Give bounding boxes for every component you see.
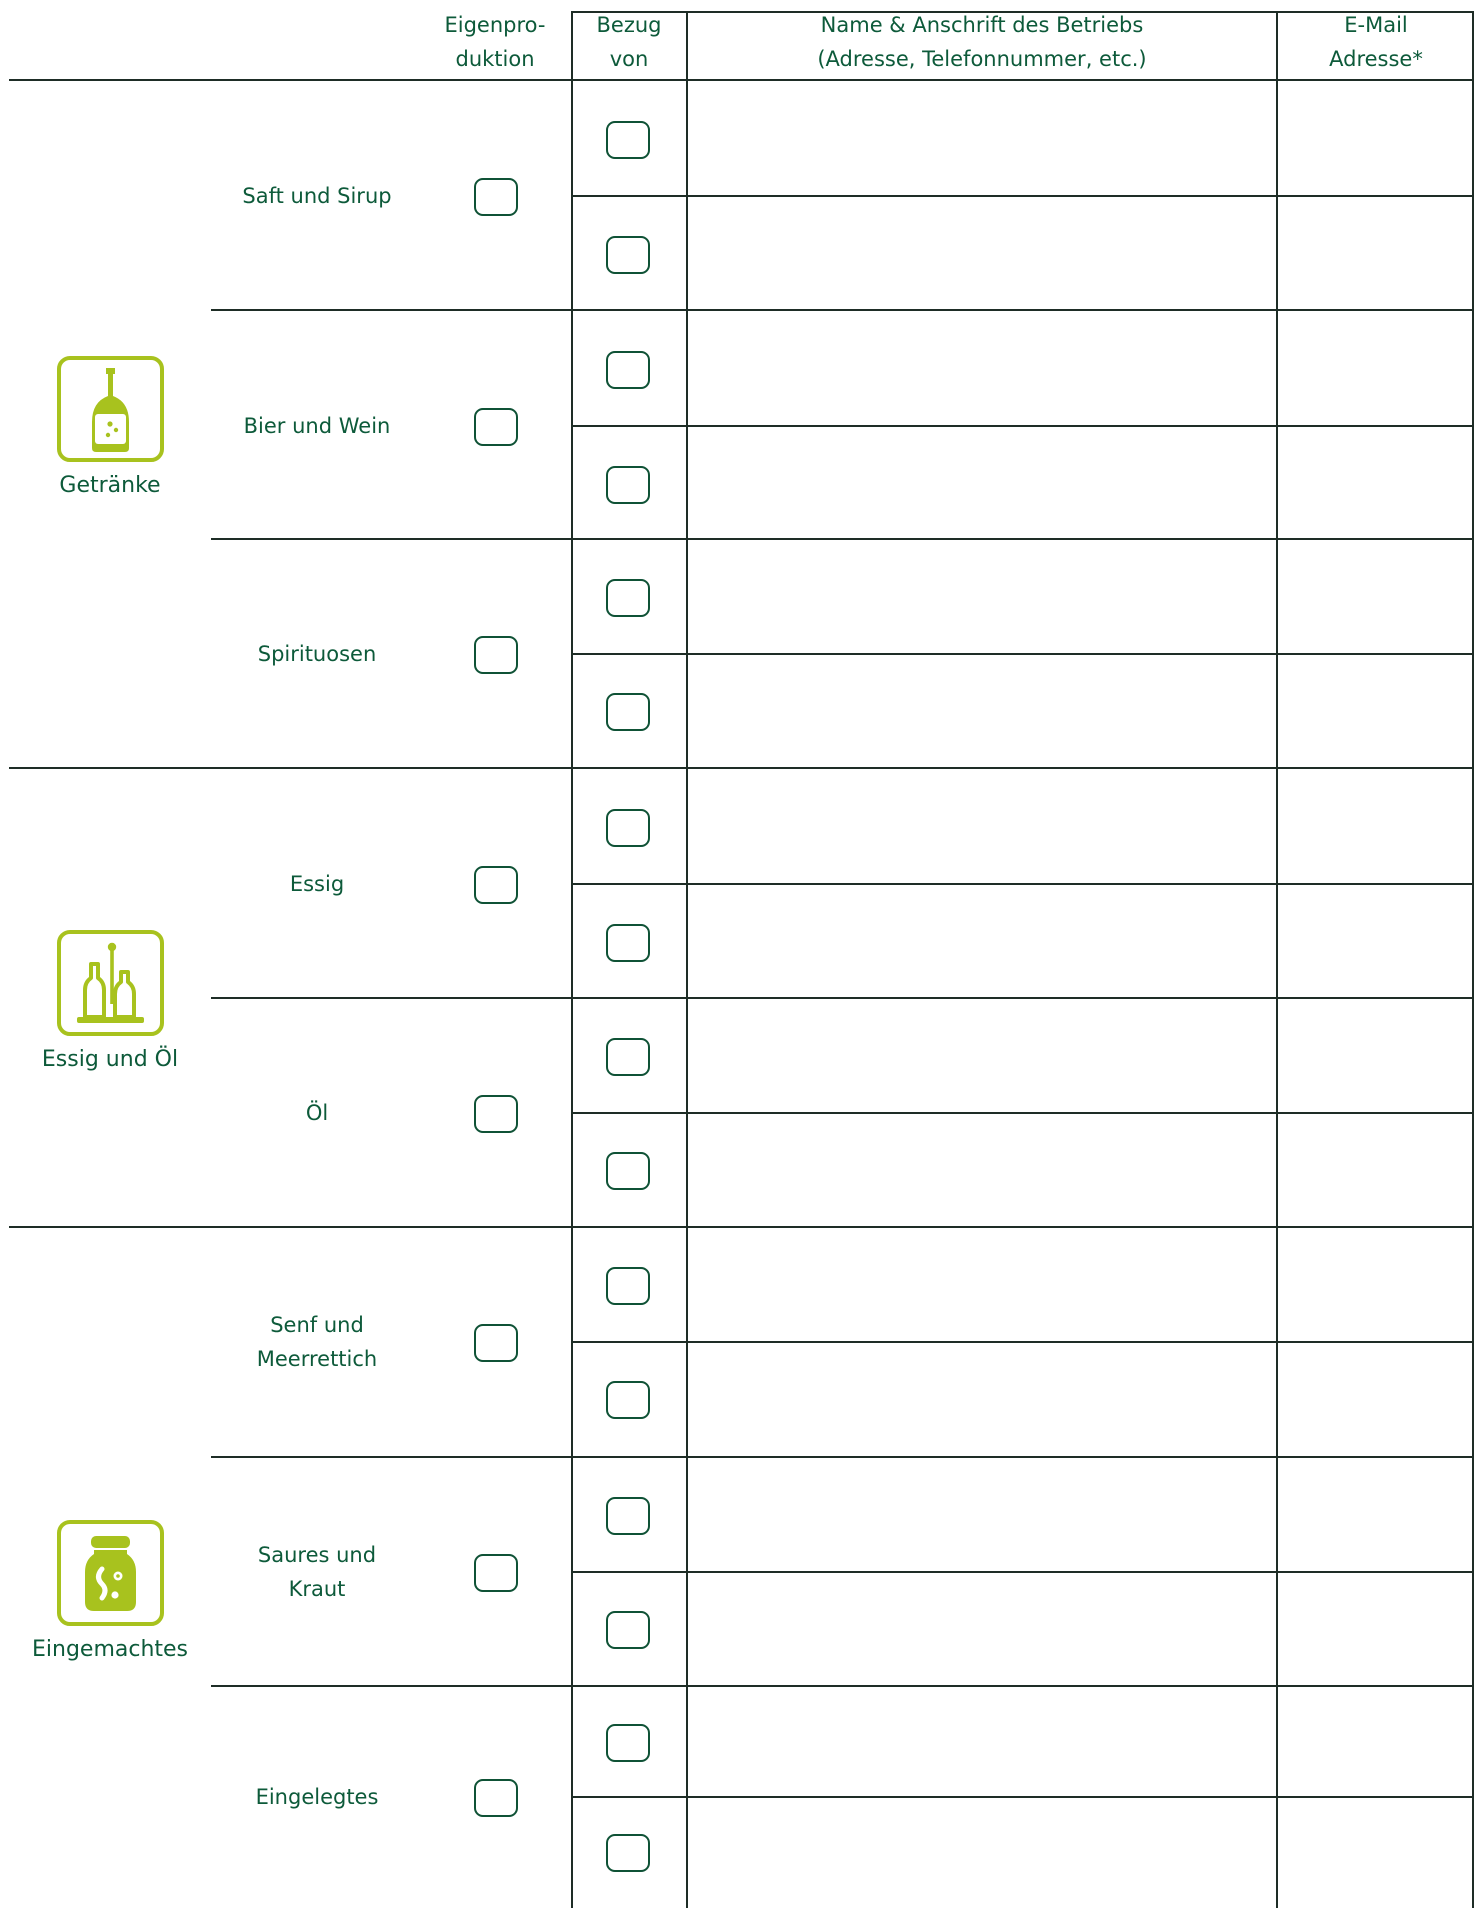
product-row-4-bezug-checkbox-2[interactable] [606, 924, 650, 962]
product-row-3-subrow-separator [571, 653, 1474, 655]
product-row-5-eigenproduktion-checkbox[interactable] [474, 1095, 518, 1133]
product-row-6-email-field-1[interactable] [1279, 1230, 1471, 1340]
product-row-2-email-field-1[interactable] [1279, 313, 1471, 424]
product-row-2-label: Bier und Wein [243, 414, 391, 438]
product-row-5-subrow-separator [571, 1112, 1474, 1114]
product-row-6-name-address-field-1[interactable] [689, 1230, 1275, 1340]
product-row-3-name-address-field-1[interactable] [689, 542, 1275, 652]
product-row-7-bezug-checkbox-2[interactable] [606, 1611, 650, 1649]
header-eigenproduktion-text: Eigenpro- duktion [444, 13, 546, 71]
product-row-5-email-field-2[interactable] [1279, 1115, 1471, 1225]
product-row-6-eigenproduktion-checkbox[interactable] [474, 1324, 518, 1362]
product-row-4-email-field-1[interactable] [1279, 771, 1471, 882]
product-row-8-label: Eingelegtes [255, 1785, 379, 1809]
product-row-4-label: Essig [289, 872, 345, 896]
product-row-6-subrow-separator [571, 1341, 1474, 1343]
product-row-4-bezug-checkbox-1[interactable] [606, 809, 650, 847]
product-row-2-bezug-checkbox-1[interactable] [606, 351, 650, 389]
product-row-5-email-field-1[interactable] [1279, 1001, 1471, 1111]
product-row-3-bezug-checkbox-2[interactable] [606, 693, 650, 731]
product-row-6-label: Senf und Meerrettich [256, 1313, 378, 1371]
product-row-7-bezug-checkbox-1[interactable] [606, 1497, 650, 1535]
product-row-8-name-address-field-1[interactable] [689, 1689, 1275, 1795]
product-row-1-bezug-checkbox-2[interactable] [606, 236, 650, 274]
column-line-bezug-left [571, 11, 573, 1908]
column-line-name-right [1276, 11, 1278, 1908]
product-row-4-subrow-separator [571, 883, 1474, 885]
header-eigenproduktion [420, 8, 570, 76]
product-row-7-email-field-2[interactable] [1279, 1574, 1471, 1684]
header-email [1278, 8, 1474, 76]
product-row-1-name-address-field-1[interactable] [689, 83, 1275, 194]
product-row-5-label: Öl [305, 1101, 329, 1125]
product-row-2-name-address-field-1[interactable] [689, 313, 1275, 424]
product-row-4-email-field-2[interactable] [1279, 886, 1471, 997]
product-row-7-eigenproduktion-checkbox[interactable] [474, 1554, 518, 1592]
product-row-6-bezug-checkbox-2[interactable] [606, 1381, 650, 1419]
product-row-8-eigenproduktion-checkbox[interactable] [474, 1779, 518, 1817]
product-row-1-eigenproduktion-checkbox[interactable] [474, 178, 518, 216]
product-row-4-eigenproduktion-checkbox[interactable] [474, 866, 518, 904]
product-row-6-name-address-field-2[interactable] [689, 1344, 1275, 1454]
header-bezug-von [572, 8, 686, 76]
product-row-1-subrow-separator [571, 195, 1474, 197]
product-row-3-name-address-field-2[interactable] [689, 656, 1275, 766]
product-row-1-name-address-field-2[interactable] [689, 198, 1275, 309]
column-line-bezug-right [686, 11, 688, 1908]
product-row-1-email-field-2[interactable] [1279, 198, 1471, 309]
product-row-3-email-field-1[interactable] [1279, 542, 1471, 652]
product-row-2-name-address-field-2[interactable] [689, 428, 1275, 539]
oil-vinegar-bottles-icon [57, 930, 164, 1036]
product-row-2-eigenproduktion-checkbox[interactable] [474, 408, 518, 446]
header-bezug-von-text: Bezug von [596, 13, 662, 71]
category-label-getraenke: Getränke [59, 473, 161, 498]
preserve-jar-icon [57, 1520, 164, 1626]
product-row-3-label: Spirituosen [257, 642, 377, 666]
header-name-anschrift-text: Name & Anschrift des Betriebs (Adresse, Telefonnummer, etc.) [817, 13, 1147, 71]
product-row-8-subrow-separator [571, 1796, 1474, 1798]
product-row-7-label: Saures und Kraut [257, 1543, 377, 1601]
product-row-7-subrow-separator [571, 1571, 1474, 1573]
product-row-8-bezug-checkbox-2[interactable] [606, 1834, 650, 1872]
category-label-eingemachtes: Eingemachtes [31, 1637, 189, 1662]
product-row-8-email-field-1[interactable] [1279, 1689, 1471, 1795]
product-row-3-email-field-2[interactable] [1279, 656, 1471, 766]
product-row-2-subrow-separator [571, 425, 1474, 427]
product-row-3-bezug-checkbox-1[interactable] [606, 579, 650, 617]
header-top-border [571, 11, 1474, 13]
column-line-email-right [1472, 11, 1474, 1908]
product-row-7-email-field-1[interactable] [1279, 1460, 1471, 1570]
product-row-5-name-address-field-1[interactable] [689, 1001, 1275, 1111]
product-row-7-name-address-field-1[interactable] [689, 1460, 1275, 1570]
header-email-text: E-Mail Adresse* [1329, 13, 1423, 71]
product-row-5-bezug-checkbox-2[interactable] [606, 1152, 650, 1190]
product-row-4-name-address-field-2[interactable] [689, 886, 1275, 997]
product-row-8-name-address-field-2[interactable] [689, 1799, 1275, 1905]
product-row-7-name-address-field-2[interactable] [689, 1574, 1275, 1684]
product-row-2-bezug-checkbox-2[interactable] [606, 466, 650, 504]
product-row-5-bezug-checkbox-1[interactable] [606, 1038, 650, 1076]
product-row-8-bezug-checkbox-1[interactable] [606, 1724, 650, 1762]
product-row-6-email-field-2[interactable] [1279, 1344, 1471, 1454]
product-row-1-label: Saft und Sirup [242, 184, 392, 208]
product-row-1-email-field-1[interactable] [1279, 83, 1471, 194]
product-row-5-name-address-field-2[interactable] [689, 1115, 1275, 1225]
product-row-1-bezug-checkbox-1[interactable] [606, 121, 650, 159]
product-row-3-eigenproduktion-checkbox[interactable] [474, 636, 518, 674]
category-label-essig-und-oel: Essig und Öl [41, 1047, 179, 1072]
header-name-anschrift [688, 8, 1276, 76]
bottle-icon [57, 356, 164, 462]
product-row-2-email-field-2[interactable] [1279, 428, 1471, 539]
product-row-8-email-field-2[interactable] [1279, 1799, 1471, 1905]
product-row-4-name-address-field-1[interactable] [689, 771, 1275, 882]
product-row-6-bezug-checkbox-1[interactable] [606, 1267, 650, 1305]
